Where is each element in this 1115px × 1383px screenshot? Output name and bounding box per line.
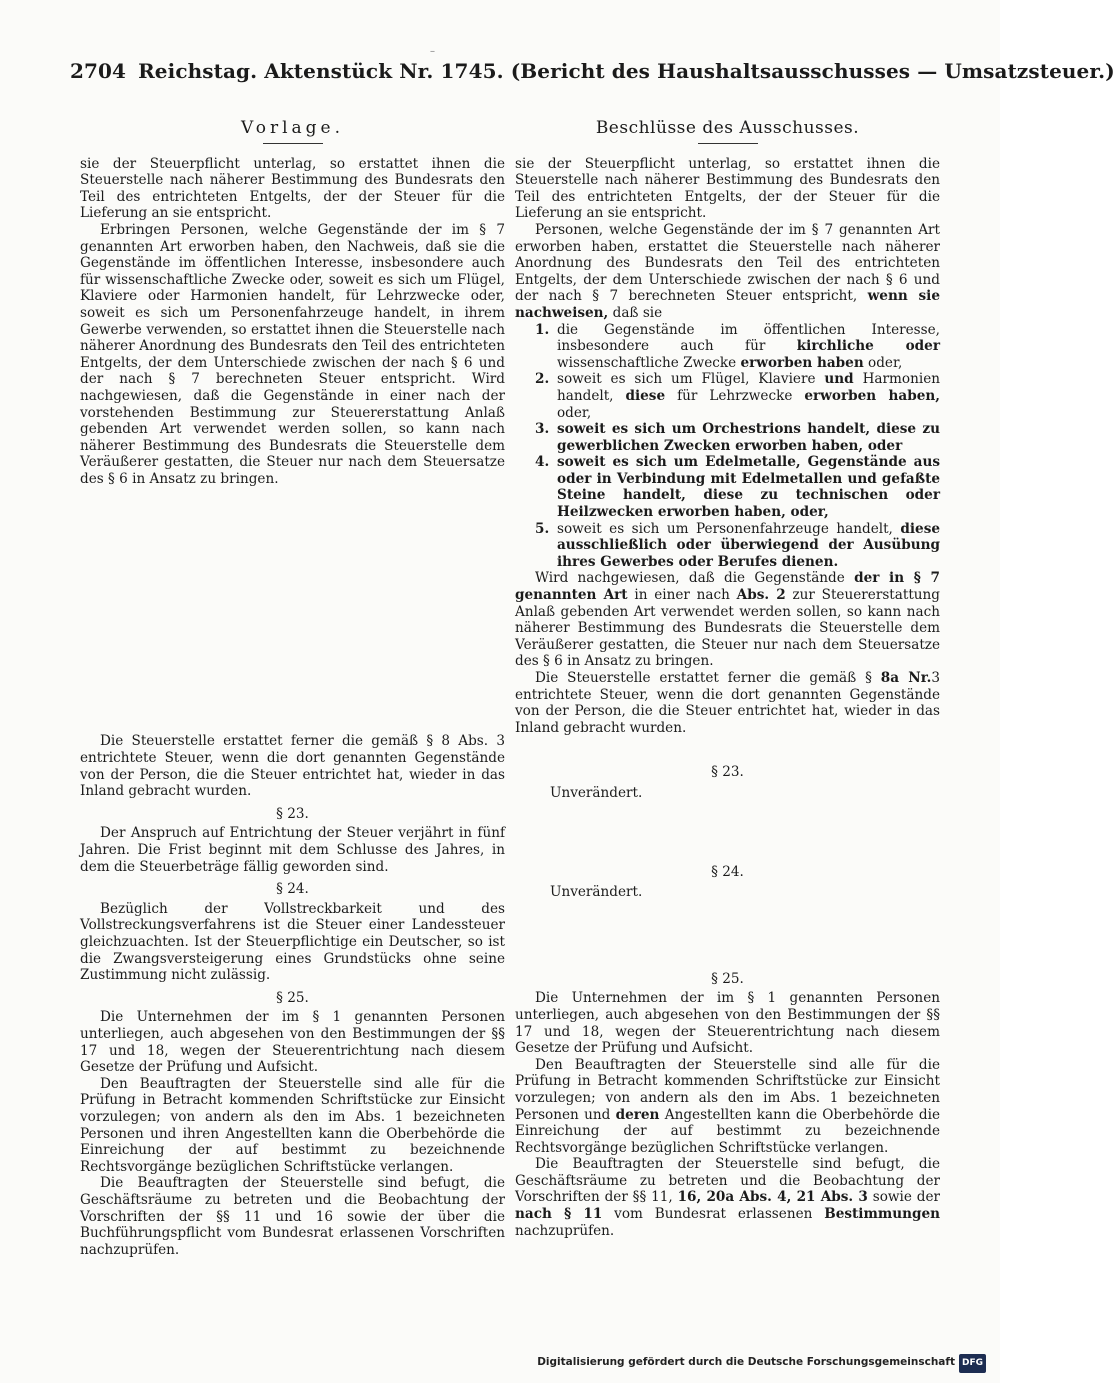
bold-text: diese	[625, 387, 666, 404]
left-paragraph: Der Anspruch auf Entrichtung der Steuer verjährt in fünf Jahren. Die Frist beginnt mit dem Schlusse des Jahres, in dem die Steuerbeträge fällig geworden sind.	[80, 825, 505, 875]
left-paragraph: sie der Steuerpflicht unterlag, so erstattet ihnen die Steuerstelle nach näherer Bestimmung des Bundesrats den Teil des entrichteten Entgelts, der der Steuer für die Lieferung an sie entspricht.	[80, 155, 505, 222]
item-number: 5.	[535, 520, 550, 537]
numbered-list	[535, 322, 940, 571]
text-run: in einer nach	[634, 587, 730, 604]
list-item	[535, 322, 940, 372]
spacer	[515, 901, 940, 965]
text-run: wissenschaftliche Zwecke	[557, 354, 737, 371]
title-rule	[263, 143, 323, 144]
text-run: vom Bundesrat erlassenen	[614, 1206, 813, 1223]
text-run: oder,	[557, 404, 592, 421]
text-run: für Lehrzwecke	[677, 387, 793, 404]
text-run: Die Steuerstelle erstattet ferner die gemäß §	[535, 670, 872, 686]
footer-text: Digitalisierung gefördert durch die Deutsche Forschungsgemeinschaft	[537, 1356, 955, 1369]
text-run: die Gegenstände im öffentlichen Interesse, insbesondere auch für	[557, 321, 940, 355]
list-item	[535, 521, 940, 571]
unchanged-note: Unverändert.	[550, 884, 643, 901]
dfg-logo: DFG	[959, 1354, 986, 1373]
bold-text: deren	[615, 1106, 660, 1123]
right-paragraph: sie der Steuerpflicht unterlag, so erstattet ihnen die Steuerstelle nach näherer Bestimmung des Bundesrats den Teil des entrichteten Entgelts, der der Steuer für die Lieferung an sie entspricht.	[515, 155, 940, 222]
bold-text: kirchliche oder	[796, 338, 940, 355]
text-run: zur Steuererstattung Anlaß gebenden Art verwendet werden sollen, so kann nach näherer Bestimmung des Bundesrats die Steuerstelle dem Veräußerer gestatten, die Steuer nur nach dem Steuersatze des § 6 in Ansatz zu bringen.	[515, 587, 940, 670]
bold-text: erworben haben	[740, 354, 864, 371]
text-run: Wird nachgewiesen, daß die Gegenstände	[535, 570, 845, 587]
bold-text: erworben haben,	[804, 387, 940, 404]
header-title: Reichstag. Aktenstück Nr. 1745. (Bericht des Haushaltsausschusses — Umsatzsteuer.)	[138, 59, 1115, 83]
right-paragraph	[515, 670, 940, 736]
title-rule	[698, 143, 758, 144]
text-run: sowie der	[872, 1189, 941, 1206]
text-run: 3 entrichtete Steuer, wenn die dort genannten Gegenstände von der Person, die die Steuer entrichtet hat, wieder in das Inland gebracht wurden.	[515, 670, 940, 736]
section-heading: § 25.	[711, 970, 744, 987]
text-run: daß sie	[612, 304, 663, 321]
section-heading: § 24.	[276, 881, 309, 898]
left-paragraph: Bezüglich der Vollstreckbarkeit und des Vollstreckungsverfahrens ist die Steuer einer Landessteuer gleichzuachten. Ist der Steuerpflichtige ein Deutscher, so ist die Zwangsversteigerung eines Grundstücks ohne seine Zustimmung nicht zulässig.	[80, 900, 505, 984]
right-paragraph	[515, 222, 940, 322]
text-run: oder,	[868, 354, 903, 371]
page-number: 2704	[70, 59, 127, 83]
text-run: Angestellten kann die Oberbehörde die Einreichung der auf bestimmt zu bezeichnende Rechtsvorgänge bezüglichen Schriftstücke verlangen.	[515, 1106, 941, 1156]
right-column-title: Beschlüsse des Ausschusses.	[595, 118, 860, 138]
text-run: Den Beauftragten der Steuerstelle sind alle für die Prüfung in Betracht kommenden Schriftstücke zur Einsicht vorzulegen; von andern als den im Abs. 1 bezeichneten Personen und	[515, 1056, 940, 1123]
right-paragraph	[515, 570, 940, 670]
bold-text: und	[824, 371, 854, 388]
unchanged-note: Unverändert.	[550, 784, 643, 801]
bold-text: soweit es sich um Edelmetalle, Gegenstände aus oder in Verbindung mit Edelmetallen und gefaßte Steine handelt, diese zu technischen oder Heilzwecken erworben haben, oder,	[557, 454, 940, 521]
text-run: Die Beauftragten der Steuerstelle sind befugt, die Geschäftsräume zu betreten und die Beobachtung der Vorschriften der §§ 11,	[515, 1156, 940, 1206]
text-run: soweit es sich um Flügel, Klaviere	[557, 371, 816, 388]
section-heading: § 23.	[711, 764, 744, 781]
text-run: Personen, welche Gegenstände der im § 7 genannten Art erworben haben, erstattet die Steuerstelle nach näherer Anordnung des Bundesrats den Teil des entrichteten Entgelts, der dem Unterschiede zwischen der nach § 6 und der nach § 7 berechneten Steuer entspricht,	[515, 221, 940, 305]
bold-text: wenn sie nachweisen,	[515, 288, 940, 321]
section-heading: § 23.	[276, 805, 309, 822]
bold-text: diese ausschließlich oder überwiegend der Ausübung ihres Gewerbes oder Berufes dienen.	[557, 520, 940, 570]
right-paragraph	[515, 1057, 940, 1157]
bold-text: 8a Nr.	[880, 670, 932, 686]
text-run: Harmonien handelt,	[557, 371, 940, 404]
left-paragraph: Die Unternehmen der im § 1 genannten Personen unterliegen, auch abgesehen von den Bestimmungen der §§ 17 und 18, wegen der Steuerentrichtung nach diesem Gesetze der Prüfung und Aufsicht.	[80, 1009, 505, 1076]
left-paragraph: Den Beauftragten der Steuerstelle sind alle für die Prüfung in Betracht kommenden Schriftstücke zur Einsicht vorzulegen; von andern als den im Abs. 1 bezeichneten Personen und ihren Angestellten kann die Oberbehörde die Einreichung der auf bestimmt zu bezeichnende Rechtsvorgänge bezüglichen Schriftstücke verlangen.	[80, 1075, 505, 1175]
bold-text: soweit es sich um Orchestrions handelt, diese zu gewerblichen Zwecken erworben haben, oder	[557, 421, 940, 454]
right-column	[515, 120, 940, 1313]
right-paragraph: Die Unternehmen der im § 1 genannten Personen unterliegen, auch abgesehen von den Bestimmungen der §§ 17 und 18, wegen der Steuerentrichtung nach diesem Gesetze der Prüfung und Aufsicht.	[515, 990, 940, 1057]
item-number: 3.	[535, 421, 550, 438]
left-column-title: Vorlage.	[241, 118, 344, 138]
list-item	[535, 421, 940, 454]
list-item	[535, 454, 940, 520]
bold-text: 16, 20a Abs. 4, 21 Abs. 3	[677, 1189, 868, 1206]
bold-text: Abs. 2	[736, 587, 786, 604]
section-heading: § 25.	[276, 989, 309, 1006]
bold-text: nach § 11	[515, 1206, 603, 1223]
bold-text: der in § 7 genannten Art	[515, 570, 940, 604]
page-header	[70, 59, 1115, 83]
left-paragraph: Die Steuerstelle erstattet ferner die gemäß § 8 Abs. 3 entrichtete Steuer, wenn die dort genannten Gegenstände von der Person, die die Steuer entrichtet hat, wieder in das Inland gebracht wurden.	[80, 733, 505, 800]
spacer	[515, 736, 940, 758]
left-paragraph: Die Beauftragten der Steuerstelle sind befugt, die Geschäftsräume zu betreten und die Beobachtung der Vorschriften der §§ 11 und 16 sowie der über die Buchführungspflicht vom Bundesrat erlassenen Vorschriften nachzuprüfen.	[80, 1175, 505, 1258]
top-mark: –	[430, 46, 435, 57]
section-heading: § 24.	[711, 863, 744, 880]
right-paragraph	[515, 1156, 940, 1239]
item-number: 2.	[535, 371, 550, 388]
list-item	[535, 371, 940, 421]
item-number: 1.	[535, 321, 550, 338]
left-column	[80, 120, 505, 1313]
digitization-footer	[537, 1354, 986, 1373]
spacer	[515, 802, 940, 858]
text-run: nachzuprüfen.	[515, 1222, 615, 1239]
spacer	[80, 487, 505, 733]
item-number: 4.	[535, 454, 550, 471]
text-run: soweit es sich um Personenfahrzeuge handelt,	[557, 520, 893, 537]
bold-text: Bestimmungen	[824, 1206, 941, 1223]
left-paragraph: Erbringen Personen, welche Gegenstände der im § 7 genannten Art erworben haben, den Nachweis, daß sie die Gegenstände im öffentlichen Interesse, insbesondere auch für wissenschaftliche Zwecke oder, soweit es sich um Flügel, Klaviere oder Harmonien handelt, für Lehrzwecke oder, soweit es sich um Personenfahrzeuge handelt, in ihrem Gewerbe verwenden, so erstattet ihnen die Steuerstelle nach näherer Anordnung des Bundesrats den Teil des entrichteten Entgelts, der dem Unterschiede zwischen der nach § 6 und der nach § 7 berechneten Steuer entspricht. Wird nachgewiesen, daß die Gegenstände in einer nach der vorstehenden Bestimmung zur Steuererstattung Anlaß gebenden Art verwendet werden sollen, so kann nach näherer Bestimmung des Bundesrats die Steuerstelle dem Veräußerer gestatten, die Steuer nur nach dem Steuersatze des § 6 in Ansatz zu bringen.	[80, 221, 505, 487]
